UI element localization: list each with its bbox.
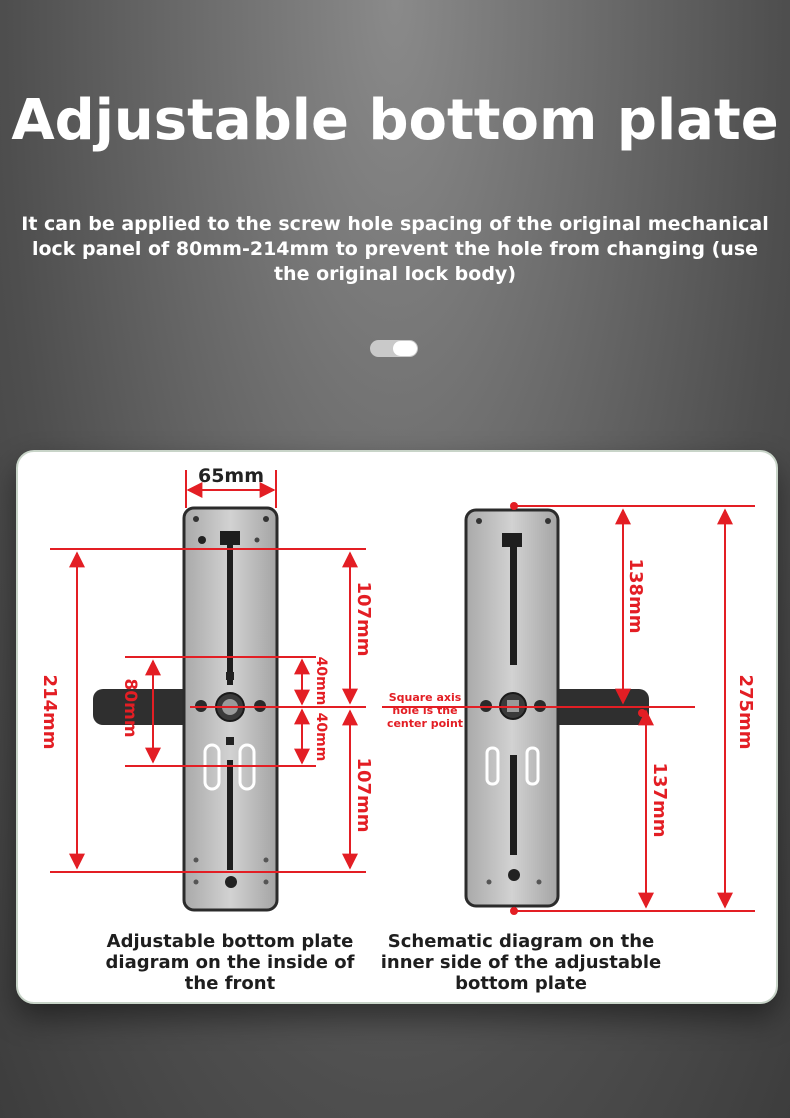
left-plate-hole xyxy=(194,858,199,863)
left-plate-hole xyxy=(255,538,260,543)
right-plate-slot-bottom xyxy=(510,755,517,855)
right-plate-hole xyxy=(476,518,482,524)
left-plate-square xyxy=(220,531,240,545)
left-plate-hole xyxy=(263,516,269,522)
lower-length-label: 107mm xyxy=(353,757,374,833)
left-plate-hole xyxy=(264,858,269,863)
top-reference-point xyxy=(510,502,518,510)
page-subtitle: It can be applied to the screw hole spacing of the original mechanical lock panel of 80mm-214mm to prevent the hole from changing (use the original lock body) xyxy=(21,213,769,285)
inner-span-label: 80mm xyxy=(120,678,140,738)
width-label: 65mm xyxy=(197,465,265,487)
left-plate-hole xyxy=(198,536,206,544)
left-plate-slot-top xyxy=(227,545,233,685)
bottom-reference-point xyxy=(510,907,518,915)
upper-length-label: 107mm xyxy=(353,581,374,657)
annotation-line: Square axis xyxy=(388,691,462,704)
left-plate-notch xyxy=(226,737,234,745)
left-plate-hole xyxy=(264,880,269,885)
right-caption: Schematic diagram on the inner side of the adjustable bottom plate xyxy=(380,931,662,994)
right-plate-slot-top xyxy=(510,545,517,665)
annotation-line: center point xyxy=(386,717,464,730)
lower-short-label: 40mm xyxy=(313,712,329,762)
left-plate-notch xyxy=(226,672,234,680)
left-plate-slot-bottom xyxy=(227,760,233,870)
upper-length-label: 138mm xyxy=(625,558,646,634)
left-caption: Adjustable bottom plate diagram on the inside of the front xyxy=(105,931,355,994)
left-plate-hole xyxy=(194,880,199,885)
left-plate-hole xyxy=(225,876,237,888)
total-length-label: 275mm xyxy=(735,674,756,750)
right-plate-hole xyxy=(545,518,551,524)
right-plate-square xyxy=(502,533,522,547)
right-plate-hole xyxy=(537,880,542,885)
upper-short-label: 40mm xyxy=(313,656,329,706)
right-plate-hole xyxy=(508,869,520,881)
lower-length-label: 137mm xyxy=(649,762,670,838)
left-plate-hole xyxy=(193,516,199,522)
center-annotation xyxy=(387,691,463,730)
page-title: Adjustable bottom plate xyxy=(11,88,779,153)
total-height-label: 214mm xyxy=(39,674,60,750)
right-plate-hole xyxy=(487,880,492,885)
left-handle xyxy=(93,689,193,725)
center-reference-point xyxy=(638,709,646,717)
annotation-line: hole is the xyxy=(392,704,458,717)
